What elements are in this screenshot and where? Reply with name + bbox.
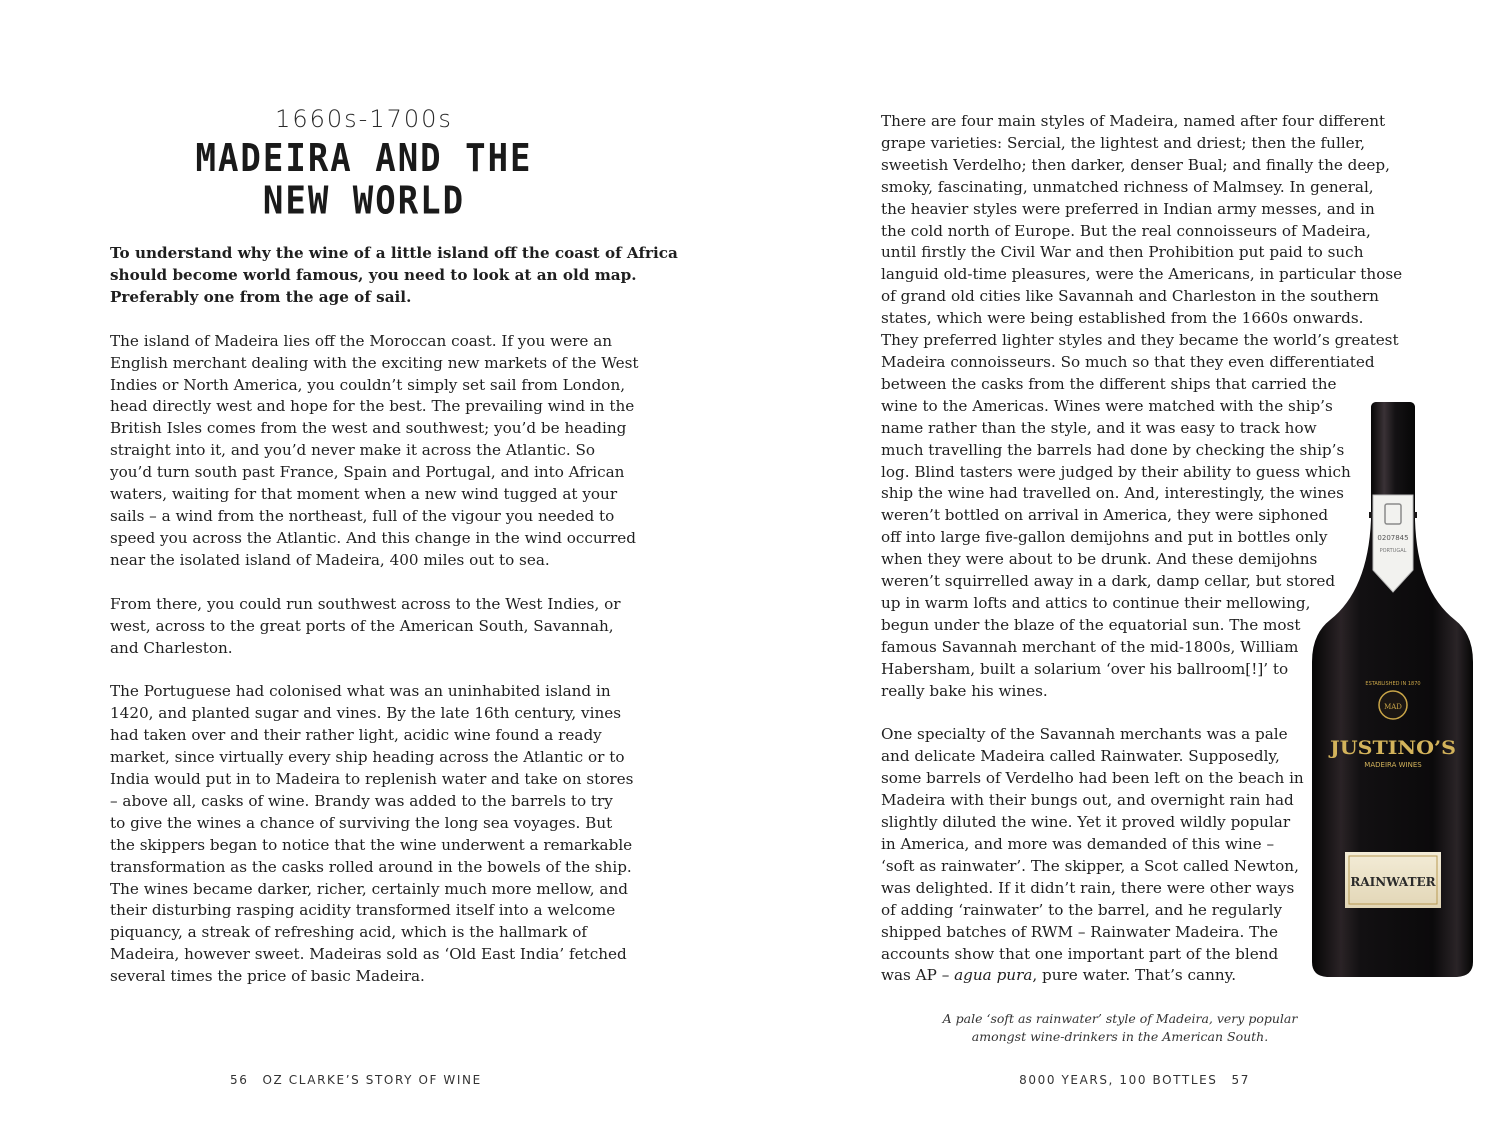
text-line: some barrels of Verdelho had been left on the beach in: [881, 769, 1304, 788]
text-line: speed you across the Atlantic. And this change in the wind occurred: [110, 528, 636, 547]
text-line: ‘soft as rainwater’. The skipper, a Scot called Newton,: [881, 856, 1299, 875]
text-line: should become world famous, you need to look at an old map.: [110, 265, 637, 284]
text-line: begun under the blaze of the equatorial sun. The most: [881, 615, 1301, 634]
text-line: had taken over and their rather light, acidic wine found a ready: [110, 726, 602, 745]
text-line: until firstly the Civil War and then Prohibition put paid to such: [881, 243, 1364, 262]
text-line: wine to the Americas. Wines were matched with the ship’s: [881, 396, 1333, 415]
title-line: NEW WORLD: [262, 178, 466, 224]
text-line: One specialty of the Savannah merchants was a pale: [881, 725, 1288, 744]
text-line: They preferred lighter styles and they became the world’s greatest: [881, 331, 1399, 350]
text-line: From there, you could run southwest across to the West Indies, or: [110, 594, 621, 613]
text-line: when they were about to be drunk. And these demijohns: [881, 550, 1318, 569]
text-line: up in warm lofts and attics to continue their mellowing,: [881, 593, 1311, 612]
text-line: languid old-time pleasures, were the Americans, in particular those: [881, 265, 1403, 284]
text-line: of adding ‘rainwater’ to the barrel, and he regularly: [881, 900, 1283, 919]
neck-seal-code: 0207845: [1377, 534, 1409, 542]
text-line: really bake his wines.: [881, 681, 1048, 700]
label-text: RAINWATER: [1350, 875, 1436, 889]
text-line: Indies or North America, you couldn’t simply set sail from London,: [110, 375, 626, 394]
body-paragraph: [110, 681, 634, 988]
neck-seal-text: PORTUGAL: [1379, 548, 1407, 554]
image-caption: [930, 1010, 1310, 1046]
text-line: the skippers began to notice that the wine underwent a remarkable: [110, 835, 633, 854]
text-line: The wines became darker, richer, certainly much more mellow, and: [110, 879, 628, 898]
text-line: the heavier styles were preferred in Indian army messes, and in: [881, 199, 1375, 218]
text-line: the cold north of Europe. But the real connoisseurs of Madeira,: [881, 221, 1371, 240]
text-line: India would put in to Madeira to replenish water and take on stores: [110, 770, 634, 789]
folio-right: [1005, 1073, 1250, 1087]
caption-line: amongst wine-drinkers in the American South.: [971, 1029, 1269, 1044]
left-text-column: [110, 243, 678, 1010]
text-line: transformation as the casks rolled around in the bowels of the ship.: [110, 857, 632, 876]
wine-bottle-image: [1305, 400, 1480, 980]
text-line: 1420, and planted sugar and vines. By the late 16th century, vines: [110, 704, 622, 723]
text-line: sweetish Verdelho; then darker, denser Bual; and finally the deep,: [881, 155, 1390, 174]
text-line: head directly west and hope for the best. The prevailing wind in the: [110, 397, 635, 416]
era-label: 1660s-1700s: [275, 105, 453, 133]
text-line: The island of Madeira lies off the Moroccan coast. If you were an: [110, 331, 613, 350]
text-line: slightly diluted the wine. Yet it proved wildly popular: [881, 813, 1291, 832]
text-line: west, across to the great ports of the American South, Savannah,: [110, 616, 614, 635]
text-line: near the isolated island of Madeira, 400 miles out to sea.: [110, 550, 550, 569]
running-head: 8000 YEARS, 100 BOTTLES: [1019, 1073, 1218, 1087]
text-line: states, which were being established from the 1660s onwards.: [881, 309, 1364, 328]
text-line: to give the wines a chance of surviving the long sea voyages. But: [110, 813, 613, 832]
text-line: name rather than the style, and it was easy to track how: [881, 418, 1317, 437]
running-head: OZ CLARKE’S STORY OF WINE: [262, 1073, 482, 1087]
text-line: sails – a wind from the northeast, full of the vigour you needed to: [110, 506, 615, 525]
text-line: Madeira, however sweet. Madeiras sold as ‘Old East India’ fetched: [110, 945, 627, 964]
page-title: [110, 137, 618, 222]
text-line: straight into it, and you’d never make it across the Atlantic. So: [110, 441, 596, 460]
text-line: Habersham, built a solarium ‘over his ballroom[!]’ to: [881, 659, 1289, 678]
italic-term: agua pura: [954, 966, 1033, 985]
text-line: English merchant dealing with the exciting new markets of the West: [110, 353, 639, 372]
text-line: log. Blind tasters were judged by their ability to guess which: [881, 462, 1351, 481]
text-line: of grand old cities like Savannah and Charleston in the southern: [881, 287, 1379, 306]
text-line: – above all, casks of wine. Brandy was added to the barrels to try: [110, 791, 613, 810]
page-number: 56: [230, 1073, 249, 1087]
established-text: ESTABLISHED IN 1870: [1365, 681, 1421, 687]
right-page: [750, 0, 1500, 1125]
text-line: Preferably one from the age of sail.: [110, 287, 412, 306]
text-line: weren’t bottled on arrival in America, they were siphoned: [881, 506, 1329, 525]
text-line: British Isles comes from the west and southwest; you’d be heading: [110, 419, 627, 438]
text-line: much travelling the barrels had done by checking the ship’s: [881, 440, 1345, 459]
text-line: ship the wine had travelled on. And, interestingly, the wines: [881, 484, 1344, 503]
text-line: you’d turn south past France, Spain and Portugal, and into African: [110, 463, 625, 482]
text-line: smoky, fascinating, unmatched richness of Malmsey. In general,: [881, 177, 1374, 196]
text-line: To understand why the wine of a little island off the coast of Africa: [110, 244, 678, 262]
crest-text: MAD: [1384, 703, 1402, 711]
text-line: waters, waiting for that moment when a new wind tugged at your: [110, 485, 618, 504]
text-line: Madeira with their bungs out, and overnight rain had: [881, 791, 1294, 810]
text-line: The Portuguese had colonised what was an uninhabited island in: [110, 682, 611, 701]
text-line: their disturbing rasping acidity transformed itself into a welcome: [110, 901, 616, 920]
text-line: There are four main styles of Madeira, named after four different: [881, 112, 1386, 130]
caption-line: A pale ‘soft as rainwater’ style of Madeira, very popular: [942, 1011, 1298, 1026]
folio-left: [230, 1073, 496, 1087]
text-line: between the casks from the different ships that carried the: [881, 374, 1337, 393]
text-line: several times the price of basic Madeira.: [110, 967, 425, 986]
text-line: piquancy, a streak of refreshing acid, which is the hallmark of: [110, 923, 588, 942]
text-line: and delicate Madeira called Rainwater. Supposedly,: [881, 747, 1280, 766]
title-line: MADEIRA AND THE: [195, 136, 533, 182]
text-fragment: , pure water. That’s canny.: [1032, 966, 1237, 985]
text-line: famous Savannah merchant of the mid-1800s, William: [881, 637, 1299, 656]
text-line: Madeira connoisseurs. So much so that they even differentiated: [881, 352, 1375, 371]
chapter-heading: [110, 104, 618, 224]
text-line: shipped batches of RWM – Rainwater Madeira. The: [881, 922, 1279, 941]
text-line: accounts show that one important part of the blend: [881, 944, 1279, 963]
text-line: off into large five-gallon demijohns and put in bottles only: [881, 528, 1328, 547]
brand-subtitle: MADEIRA WINES: [1364, 761, 1422, 769]
page-number: 57: [1231, 1073, 1250, 1087]
text-line: in America, and more was demanded of this wine –: [881, 835, 1275, 853]
text-line: grape varieties: Sercial, the lightest and driest; then the fuller,: [881, 133, 1366, 152]
text-line: was delighted. If it didn’t rain, there were other ways: [881, 878, 1295, 897]
brand-name: JUSTINO’S: [1327, 737, 1456, 759]
text-line: market, since virtually every ship heading across the Atlantic or to: [110, 748, 625, 767]
body-paragraph: [110, 594, 630, 660]
text-line: and Charleston.: [110, 638, 233, 657]
body-paragraph: [110, 331, 639, 572]
text-fragment: was AP –: [881, 966, 955, 985]
lead-paragraph: [110, 243, 678, 309]
text-line: weren’t squirrelled away in a dark, damp cellar, but stored: [881, 572, 1336, 591]
